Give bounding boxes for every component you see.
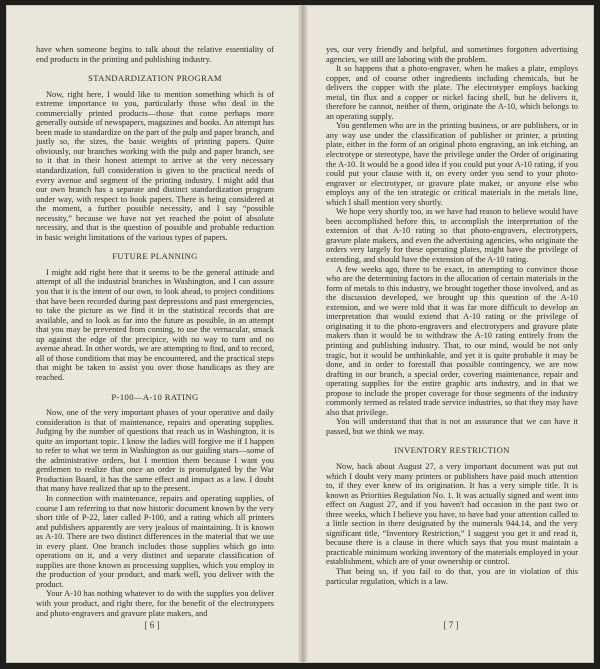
left-intro-paragraph: have when someone begins to talk about the relative essentiality of end products in the printing and publishing industry. <box>36 45 274 64</box>
page-number-right: [ 7 ] <box>443 620 459 630</box>
left-page <box>6 5 298 663</box>
paragraph: Now, one of the very important phases of your operative and daily consideration is that of maintenance, repairs and operating supplies. Judging by the number of questions that reach us in Washington, it is quite an important topic. I know the ladies will forgive me if I happen to refer to what we term in Washington as our guiding stars—some of the administrative orders, but I mention them because I want you gentlemen to realize that once an order is promulgated by the War Production Board, it has the same effect and impact as a law. I doubt that many have realized that up to the present. <box>36 408 274 494</box>
paragraph: We hope very shortly too, as we have had reason to believe would have been accomplished before this, to accomplish the interpretation of the extension of that A-10 rating so that photo-engravers, electrotypers, gravure plate makers, and even the advertising agencies, who originate the orders very largely for these operating plates, might have the privilege of extending, and should have the extension of the A-10 rating. <box>326 207 578 265</box>
paragraph: You will understand that that is not an assurance that we can have it passed, but we think we may. <box>326 417 578 436</box>
paragraph: You gentlemen who are in the printing business, or are publishers, or in any way use under the classification of publisher or printer, a printing plate, either in the form of an original photo engraving, an ink etching, an electrotype or stereotype, have the privilege under the Order of originating the A-10. It would be a good idea if you could put your A-10 rating, if you could put your clause with it, on every order you send to your photo-engraver or electrotyper, or gravure plate maker, or anyone else who employs any of the ten strategic or critical materials in the metals line, which I shall mention very shortly. <box>326 121 578 207</box>
book-gutter <box>298 5 308 663</box>
section-heading-a10-rating: P-100—A-10 RATING <box>111 391 199 402</box>
booklet-spread <box>6 5 594 663</box>
section-heading-standardization: STANDARDIZATION PROGRAM <box>88 73 222 84</box>
section-heading-inventory-restriction: INVENTORY RESTRICTION <box>394 445 510 456</box>
section-heading-future-planning: FUTURE PLANNING <box>112 251 198 262</box>
left-page-text <box>36 45 274 618</box>
paragraph: Now, right here, I would like to mention something which is of extreme importance to you, particularly those who deal in the commercially printed products—those that come perhaps more generally outside of newspapers, magazines and books. An attempt has been made to standardize on the part of the pulp and paper branch, and justly so, the sizes, the basic weights of printing papers. Quite obviously, our branches working with the pulp and paper branch, see to it that in their honest attempt to arrive at the very necessary standardization, full consideration is given to the practical needs of every avenue and segment of the printing industry. I might add that our own branch has a separate and distinct standardization program under way, with respect to book papers. There is being considered at the moment, a further possible necessity, and I say “possible necessity,” because we have not yet reached the point of absolute necessity, and that is the question of possible and probable reduction in basic weight limitations of the various types of papers. <box>36 89 274 242</box>
right-page <box>308 5 594 663</box>
right-intro-paragraph: yes, our very friendly and helpful, and sometimes forgotten advertising agencies, we still are laboring with the problem. <box>326 45 578 64</box>
paragraph: I might add right here that it seems to be the general attitude and attempt of all the industrial branches in Washington, and I can assure you that it is the intent of our own, to look ahead, to project conditions that have been recorded during past depressions and past emergencies, to take the picture as we find it in the statistical records that are available, and to look as far into the future as possible, in an attempt that you may be prevented from coming, to use the vernacular, smack up against the edge of the precipice, with no way to turn and no avenue ahead. In other words, we are attempting to find, and to record, all of those conditions that may be encountered, and the practical steps that might be taken to assist you over those handicaps as they are reached. <box>36 267 274 382</box>
paragraph: That being so, if you fail to do that, you are in violation of this particular regulation, which is a law. <box>326 566 578 586</box>
paragraph: A few weeks ago, three to be exact, in attempting to convince those who are the determining factors in the allocation of certain materials in the form of metals to this industry, we brought together those involved, and as the discussion developed, we brought up this question of the A-10 extension, and we were told that it was far more difficult to develop an interpretation that would extend that A-10 rating or the privilege of originating it to the photo-engravers and electrotypers and gravure plate makers than it would be to withdraw the A-10 rating entirely from the printing and publishing industry. That, to our mind, would be not only tragic, but it would be unthinkable, and yet it is quite probable it may be done, and in order to forestall that possible contingency, we are now drafting in our branch, a special order, covering maintenance, repair and operating supplies for the entire graphic arts industry, and in that we propose to include the proper coverage for those segments of the industry commonly termed as related trade service industries, so that they may have also that privilege. <box>326 264 578 417</box>
paragraph: Your A-10 has nothing whatever to do with the supplies you deliver with your product, and right there, for the benefit of the electrotypers and photo-engravers and gravure plate makers, and <box>36 589 274 618</box>
paragraph: Now, back about August 27, a very important document was put out which I doubt very many printers or publishers have paid much attention to, if they ever knew of its origination. It has a very simple title. It is known as Priorities Regulation No. 1. It was actually signed and went into effect on August 27, and if you haven't had occasion in the past two or three weeks, which I believe you have, to have had your attention called to a little section in there designated by the numerals 944.14, and the very significant title, “Inventory Restriction,” I suggest you get it and read it, because there is a clause in there which says that you must maintain a practicable minimum working inventory of the materials employed in your establishment, which are of your ownership or control. <box>326 461 578 567</box>
paragraph: It so happens that a photo-engraver, when he makes a plate, employs copper, and of course other ingredients including chemicals, but he delivers the copper with the plate. The electrotyper employs backing metal, tin flux and a copper or nickel facing shell, but he delivers it, therefore he cannot, neither of them, originate the A-10, which belongs to an operating supply. <box>326 64 578 121</box>
right-page-text <box>326 45 578 586</box>
page-number-left: [ 6 ] <box>144 620 160 630</box>
paragraph: In connection with maintenance, repairs and operating supplies, of course I am referring to that now historic document known by the very short title of P-22, later called P-100, and a rating which all printers and publishers apparently are very jealous of maintaining. It is known as A-10. There are two distinct differences in the material that we use in every plant. One branch includes those supplies which go into operations on it, and a very distinct and separate classification of supplies are those known as processing supplies, which you employ in the production of your product, and mark well, you deliver with the product. <box>36 493 274 589</box>
